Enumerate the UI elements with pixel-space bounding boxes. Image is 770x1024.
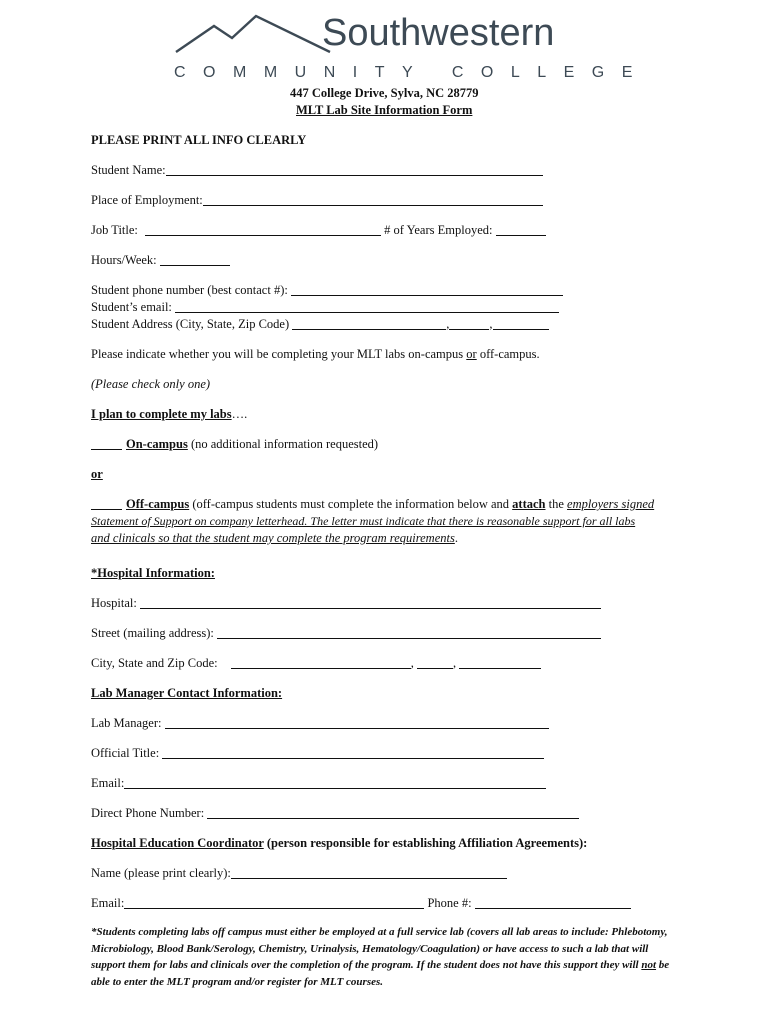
coordinator-phone-field[interactable]: [475, 897, 631, 909]
hospital-city-field[interactable]: [231, 657, 411, 669]
or-label: or: [91, 467, 103, 481]
student-zip-field[interactable]: [493, 318, 549, 330]
hours-label: Hours/Week:: [91, 253, 157, 267]
coordinator-name-row: [91, 866, 507, 881]
student-name-row: [91, 163, 543, 178]
student-email-label: Student’s email:: [91, 300, 172, 314]
college-logo: [172, 10, 650, 82]
hospital-state-field[interactable]: [417, 657, 453, 669]
official-title-row: [91, 746, 544, 761]
employers-statement-3: and clinicals so that the student may complete the program requirements: [91, 531, 455, 545]
comma: ,: [452, 656, 457, 670]
city-label: City, State and Zip Code:: [91, 656, 218, 670]
lab-manager-field[interactable]: [165, 717, 549, 729]
employers-statement-1: employers signed: [567, 497, 655, 511]
employers-statement-2: Statement of Support on company letterhead. The letter must indicate that there is reasonable support for all labs: [91, 514, 636, 528]
street-row: [91, 626, 601, 641]
student-city-field[interactable]: [292, 318, 446, 330]
coordinator-email-field[interactable]: [124, 897, 424, 909]
coordinator-phone-label: Phone #:: [427, 896, 472, 910]
coordinator-heading-label: Hospital Education Coordinator: [91, 836, 264, 850]
on-campus-checkbox[interactable]: [91, 438, 122, 450]
on-campus-option: [91, 437, 378, 452]
comma: ,: [446, 317, 450, 331]
city-row: [91, 656, 541, 671]
logo-name: Southwestern: [322, 12, 555, 54]
form-title: MLT Lab Site Information Form: [296, 103, 473, 117]
direct-phone-row: [91, 806, 579, 821]
manager-email-row: [91, 776, 546, 791]
hospital-row: [91, 596, 601, 611]
student-name-field[interactable]: [166, 164, 543, 176]
prompt-or: or: [466, 347, 477, 361]
student-name-label: Student Name:: [91, 163, 166, 177]
coordinator-email-label: Email:: [91, 896, 125, 910]
lab-manager-row: [91, 716, 549, 731]
student-state-field[interactable]: [449, 318, 489, 330]
the-label: the: [545, 497, 568, 511]
plan-ellipsis: ….: [231, 407, 248, 421]
manager-email-field[interactable]: [124, 777, 546, 789]
location-prompt: [91, 347, 540, 362]
job-title-row: [91, 223, 546, 238]
footnote-not: not: [641, 959, 657, 971]
hospital-heading: *Hospital Information:: [91, 566, 215, 580]
lab-manager-label: Lab Manager:: [91, 716, 162, 730]
coordinator-heading: [91, 836, 587, 851]
comma: ,: [489, 317, 493, 331]
print-instruction: PLEASE PRINT ALL INFO CLEARLY: [91, 133, 307, 147]
coordinator-heading-note: (person responsible for establishing Affiliation Agreements):: [263, 836, 588, 850]
attach-label: attach: [512, 497, 546, 511]
employment-row: [91, 193, 543, 208]
hospital-label: Hospital:: [91, 596, 137, 610]
official-title-label: Official Title:: [91, 746, 160, 760]
email-row: [91, 300, 559, 315]
college-address: 447 College Drive, Sylva, NC 28779: [290, 86, 479, 100]
coordinator-contact-row: [91, 896, 631, 911]
street-label: Street (mailing address):: [91, 626, 214, 640]
address-row: [91, 317, 549, 332]
street-field[interactable]: [217, 627, 601, 639]
lab-manager-heading: Lab Manager Contact Information:: [91, 686, 283, 700]
footnote-text-end: be able to enter the MLT program and/or register for MLT courses.: [91, 959, 670, 988]
direct-phone-field[interactable]: [207, 807, 579, 819]
on-campus-note: (no additional information requested): [187, 437, 379, 451]
mountain-logo-icon: [172, 12, 332, 54]
footnote-text: *Students completing labs off campus must either be employed at a full service lab (covers all lab areas to include: Phlebotomy, Microbiology, Blood Bank/Serology, Chemistry, Urinalysis, Hematology/Coagulation) or have access to such a lab that will support them for labs and clinicals over the completion of the program. If the student does not have this support they will: [91, 926, 668, 971]
plan-label: I plan to complete my labs: [91, 407, 232, 421]
plan-heading: [91, 407, 247, 422]
job-title-field[interactable]: [145, 224, 381, 236]
years-employed-label: # of Years Employed:: [384, 223, 493, 237]
student-email-field[interactable]: [175, 301, 559, 313]
student-phone-label: Student phone number (best contact #):: [91, 283, 288, 297]
off-campus-note: (off-campus students must complete the information below and: [189, 497, 513, 511]
off-campus-label: Off-campus: [126, 497, 190, 511]
phone-row: [91, 283, 563, 298]
prompt-text: Please indicate whether you will be completing your MLT labs on-campus: [91, 347, 467, 361]
years-employed-field[interactable]: [496, 224, 546, 236]
check-one-note: (Please check only one): [91, 377, 211, 391]
job-title-label: Job Title:: [91, 223, 138, 237]
official-title-field[interactable]: [162, 747, 544, 759]
student-phone-field[interactable]: [291, 284, 563, 296]
student-address-label: Student Address (City, State, Zip Code): [91, 317, 290, 331]
logo-subtitle: COMMUNITY COLLEGE: [174, 64, 650, 81]
footnote: [91, 924, 681, 990]
hours-row: [91, 253, 230, 268]
off-campus-checkbox[interactable]: [91, 498, 122, 510]
hours-field[interactable]: [160, 254, 230, 266]
manager-email-label: Email:: [91, 776, 125, 790]
comma: ,: [410, 656, 414, 670]
coordinator-name-label: Name (please print clearly):: [91, 866, 231, 880]
coordinator-name-field[interactable]: [231, 867, 507, 879]
employment-label: Place of Employment:: [91, 193, 203, 207]
direct-phone-label: Direct Phone Number:: [91, 806, 205, 820]
employers-statement-3-row: [91, 531, 458, 546]
period: .: [454, 531, 458, 545]
employment-field[interactable]: [203, 194, 543, 206]
prompt-text-end: off-campus.: [476, 347, 540, 361]
on-campus-label: On-campus: [126, 437, 188, 451]
hospital-zip-field[interactable]: [459, 657, 541, 669]
off-campus-option: [91, 497, 654, 512]
hospital-field[interactable]: [140, 597, 601, 609]
